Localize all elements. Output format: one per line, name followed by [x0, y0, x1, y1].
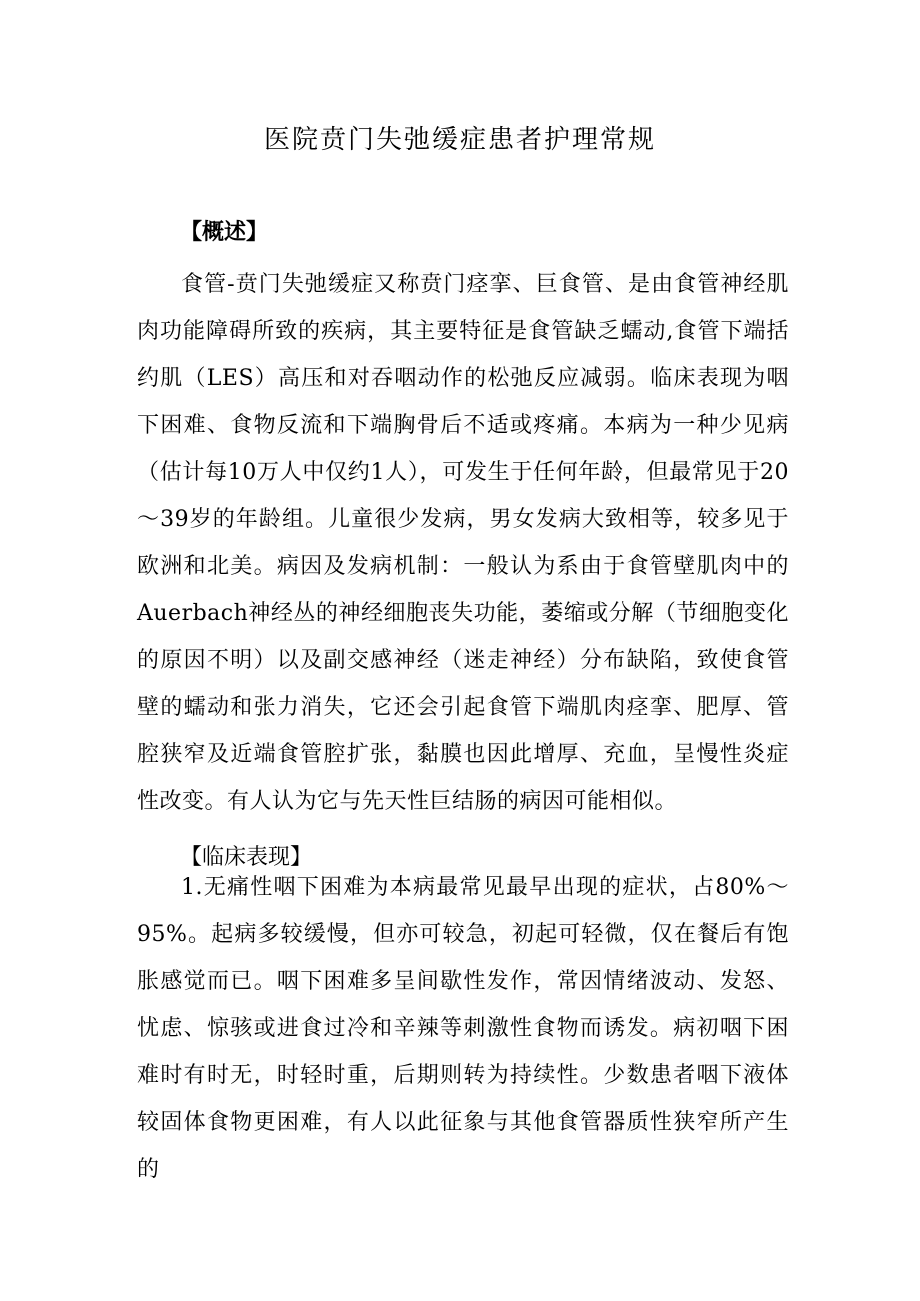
section-heading-clinical-manifestations: 【临床表现】: [180, 845, 313, 870]
section-heading-overview: 【概述】: [180, 220, 269, 245]
document-title: 医院贲门失弛缓症患者护理常规: [263, 125, 656, 155]
overview-paragraph: 食管-贲门失弛缓症又称贲门痉挛、巨食管、是由食管神经肌肉功能障碍所致的疾病，其主要特征是食管缺乏蠕动,食管下端括约肌（LES）高压和对吞咽动作的松弛反应减弱。临床表现为咽下困难、食物反流和下端胸骨后不适或疼痛。本病为一种少见病（估计每10万人中仅约1人），可发生于任何年龄，但最常见于20～39岁的年龄组。儿童很少发病，男女发病大致相等，较多见于欧洲和北美。病因及发病机制：一般认为系由于食管壁肌肉中的Auerbach神经丛的神经细胞丧失功能，萎缩或分解（节细胞变化的原因不明）以及副交感神经（迷走神经）分布缺陷，致使食管壁的蠕动和张力消失，它还会引起食管下端肌肉痉挛、肥厚、管腔狭窄及近端食管腔扩张，黏膜也因此增厚、充血，呈慢性炎症性改变。有人认为它与先天性巨结肠的病因可能相似。: [137, 272, 789, 814]
clinical-manifestations-paragraph: 1.无痛性咽下困难为本病最常见最早出现的症状，占80%～95%。起病多较缓慢，但亦可较急，初起可轻微，仅在餐后有饱胀感觉而已。咽下困难多呈间歇性发作，常因情绪波动、发怒、忧虑、惊骇或进食过冷和辛辣等刺激性食物而诱发。病初咽下困难时有时无，时轻时重，后期则转为持续性。少数患者咽下液体较固体食物更困难，有人以此征象与其他食管器质性狭窄所产生的: [137, 875, 789, 1182]
